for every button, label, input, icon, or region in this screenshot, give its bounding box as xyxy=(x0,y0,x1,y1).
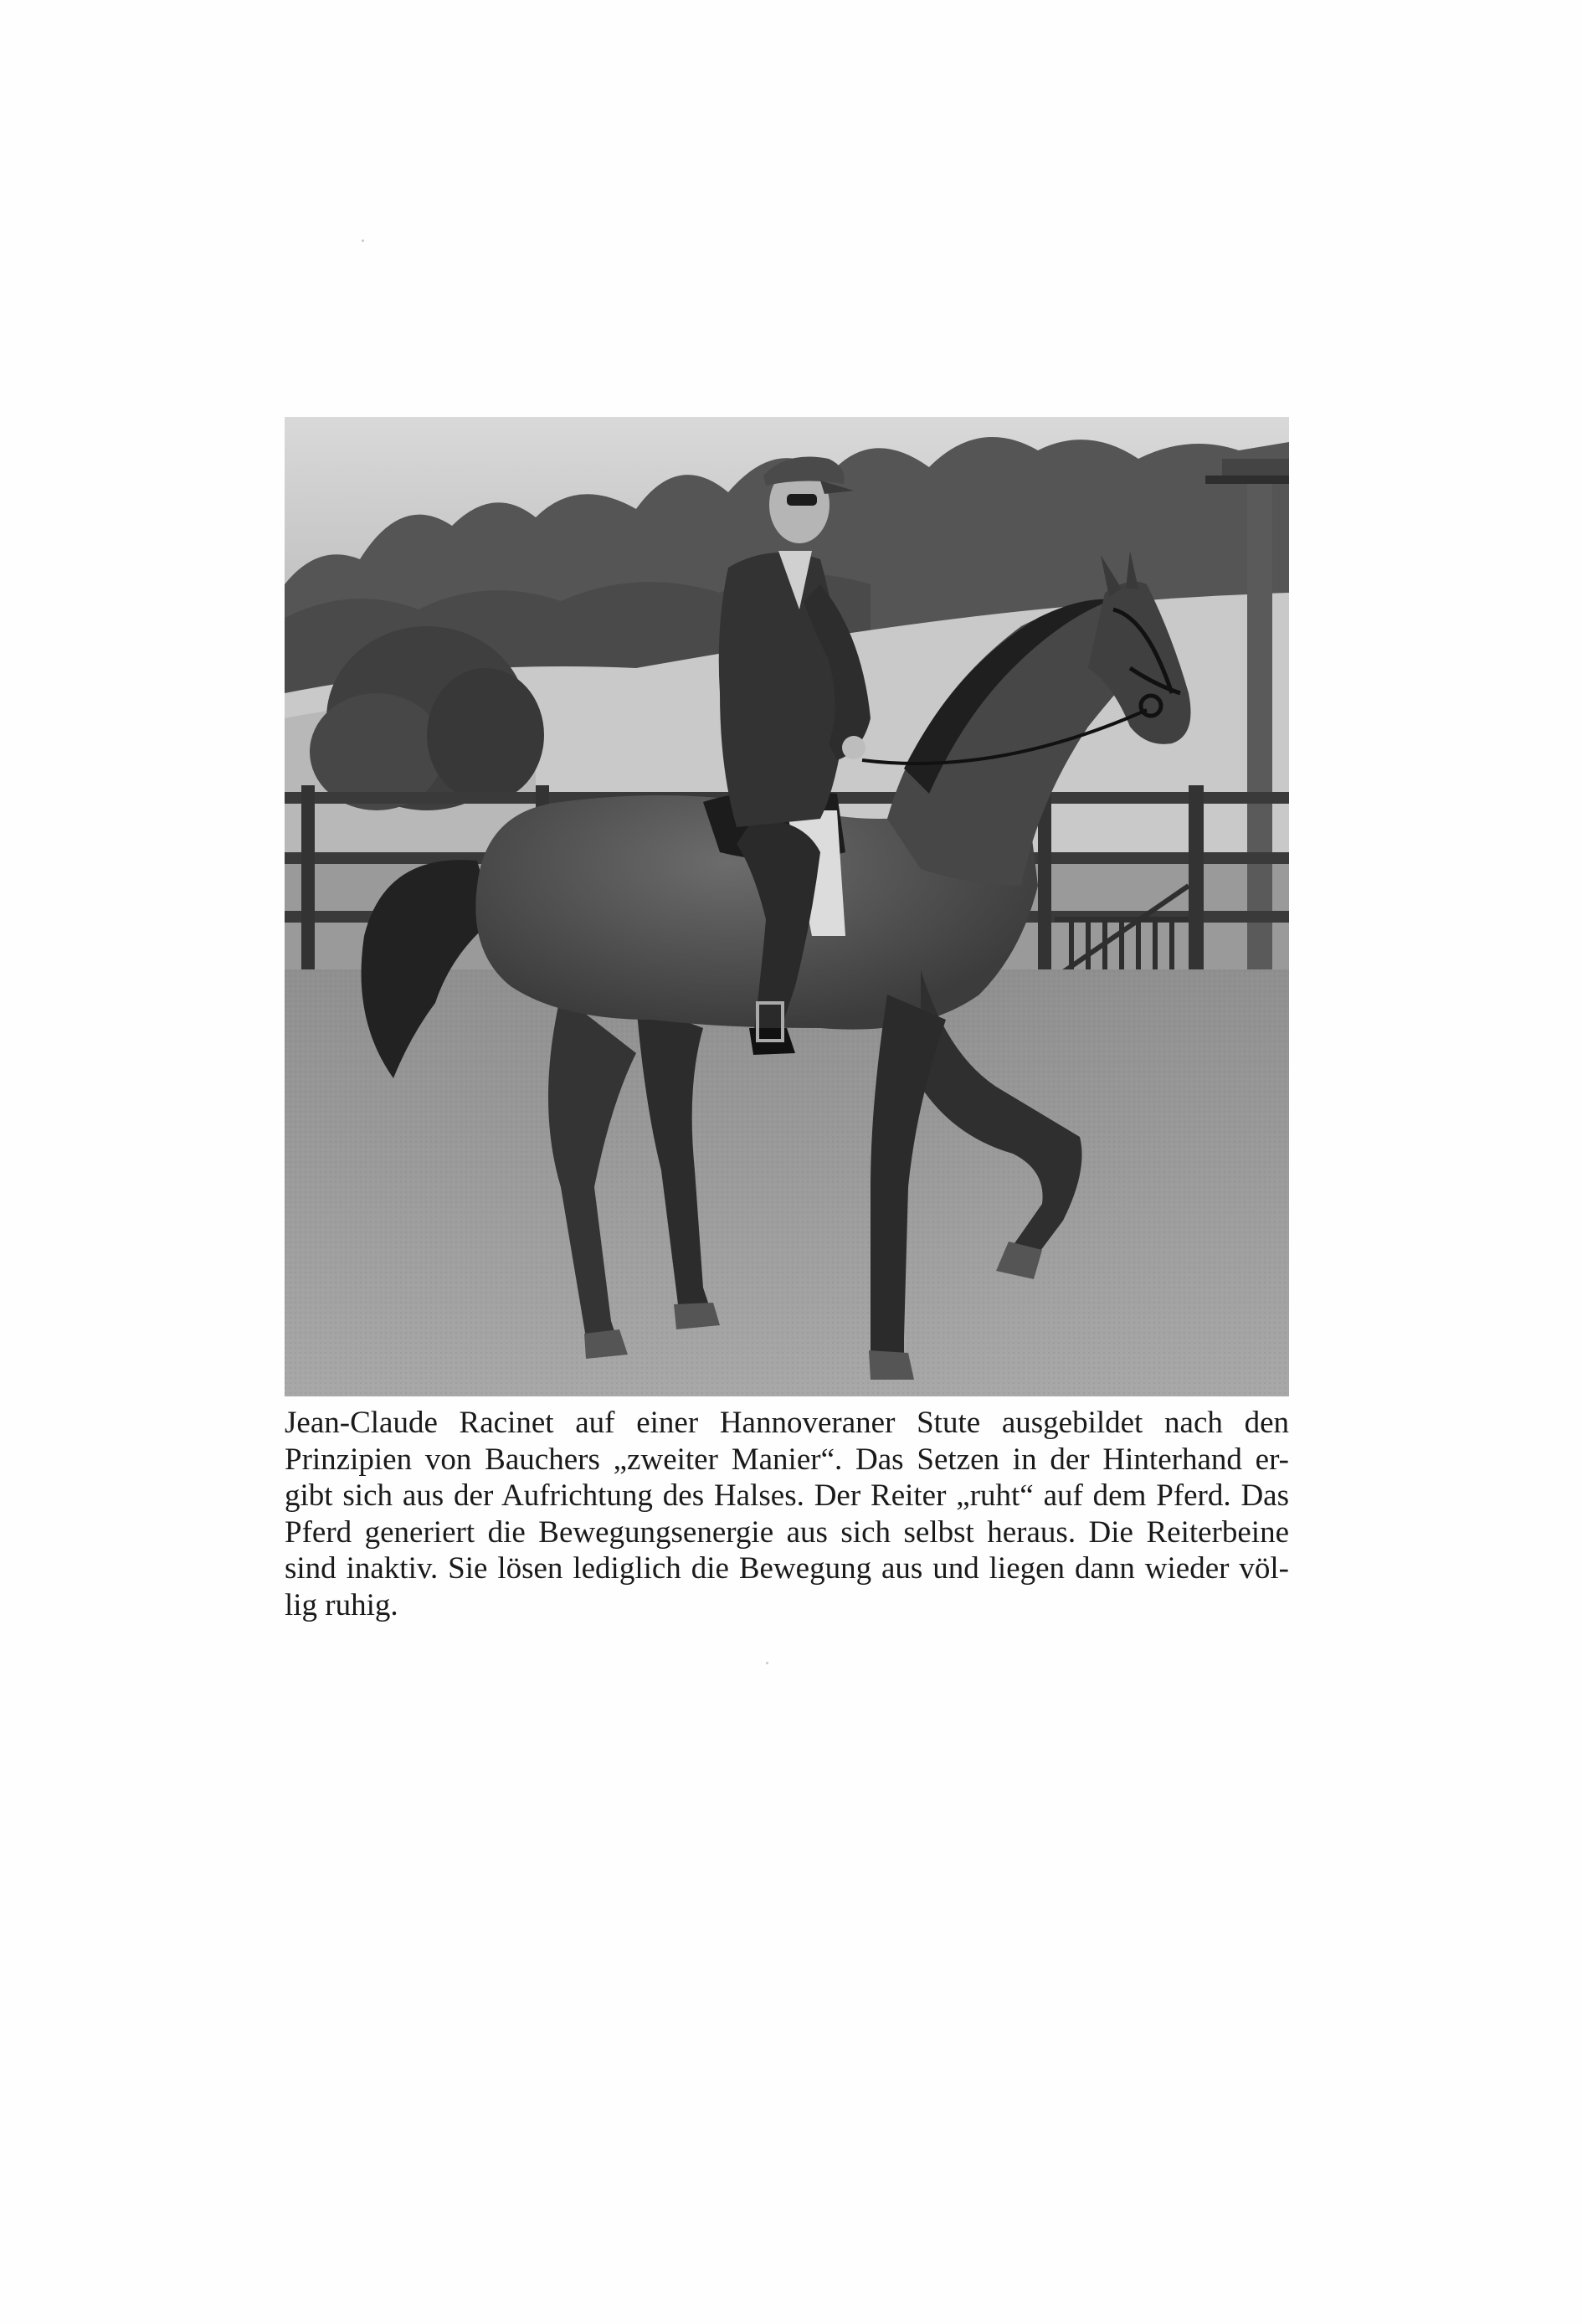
photograph xyxy=(285,417,1289,1396)
caption-line: gibt sich aus der Aufrichtung des Halses. Der Reiter „ruht“ auf dem Pferd. Das xyxy=(285,1478,1289,1513)
caption-line: lig ruhig. xyxy=(285,1587,398,1622)
caption-line: Prinzipien von Bauchers „zweiter Manier“. Das Setzen in der Hinterhand er- xyxy=(285,1442,1289,1477)
figure-caption xyxy=(285,1405,1289,1623)
photo-illustration xyxy=(285,417,1289,1396)
caption-line: Pferd generiert die Bewegungsenergie aus sich selbst heraus. Die Reiterbeine xyxy=(285,1514,1289,1550)
scan-speck xyxy=(362,239,364,242)
scan-speck xyxy=(766,1662,768,1664)
caption-line: sind inaktiv. Sie lösen lediglich die Bewegung aus und liegen dann wieder völ- xyxy=(285,1551,1289,1586)
caption-line: Jean-Claude Racinet auf einer Hannoveraner Stute ausgebildet nach den xyxy=(285,1406,1289,1440)
